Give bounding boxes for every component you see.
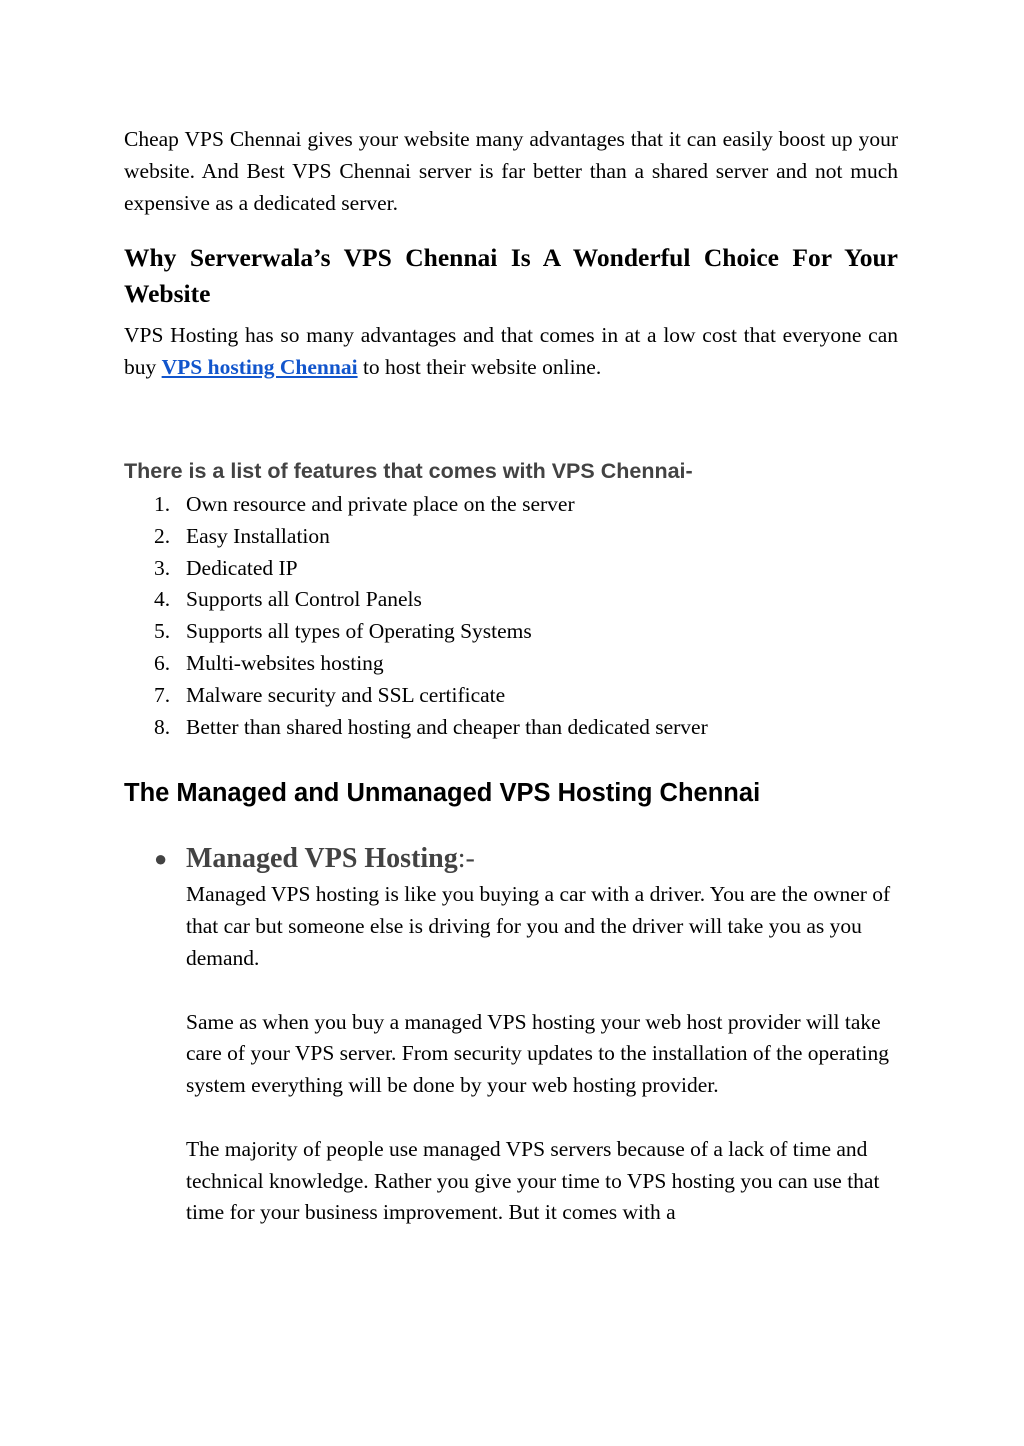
intro-paragraph: Cheap VPS Chennai gives your website many advantages that it can easily boost up your website. And Best VPS Chennai server is far better than a shared server and not much expensive as a dedicated server. xyxy=(124,127,898,215)
list-item xyxy=(124,616,898,648)
list-item xyxy=(124,489,898,521)
list-item-text: Malware security and SSL certificate xyxy=(186,682,506,707)
why-paragraph-end: to host their website online. xyxy=(357,355,602,380)
document-page xyxy=(124,124,898,1229)
list-number: 1. xyxy=(154,491,171,516)
list-number: 3. xyxy=(154,555,171,580)
list-item-text: Supports all Control Panels xyxy=(186,587,422,612)
managed-vps-bullet xyxy=(124,841,898,1229)
list-number: 6. xyxy=(154,650,171,675)
list-number: 8. xyxy=(154,714,171,739)
list-number: 2. xyxy=(154,523,171,548)
list-item xyxy=(124,584,898,616)
list-item xyxy=(124,680,898,712)
managed-vps-title-text: Managed VPS Hosting xyxy=(186,843,458,875)
list-number: 7. xyxy=(154,682,171,707)
managed-paragraph-1: Managed VPS hosting is like you buying a car with a driver. You are the owner of that car but someone else is driving for you and the driver will take you as you demand. xyxy=(186,882,891,970)
managed-paragraph-3: The majority of people use managed VPS servers because of a lack of time and technical knowledge. Rather you give your time to VPS hosting you can use that time for your business improvement. But it comes with a xyxy=(186,1136,880,1225)
why-heading: Why Serverwala’s VPS Chennai Is A Wonderful Choice For Your Website xyxy=(124,243,898,309)
list-item-text: Easy Installation xyxy=(186,523,330,548)
list-item xyxy=(124,712,898,744)
managed-unmanaged-heading: The Managed and Unmanaged VPS Hosting Chennai xyxy=(124,779,761,808)
list-item xyxy=(124,648,898,680)
list-item xyxy=(124,521,898,553)
list-item-text: Own resource and private place on the server xyxy=(186,491,575,516)
list-item xyxy=(124,553,898,585)
list-item-text: Dedicated IP xyxy=(186,555,298,580)
why-paragraph xyxy=(124,320,898,384)
list-number: 5. xyxy=(154,619,171,644)
managed-vps-title-suffix: :- xyxy=(457,843,475,875)
vps-hosting-chennai-link[interactable]: VPS hosting Chennai xyxy=(161,355,358,380)
managed-paragraph-2: Same as when you buy a managed VPS hosting your web host provider will take care of your VPS server. From security updates to the installation of the operating system everything will be done by your web hosting provider. xyxy=(186,1009,889,1098)
why-paragraph-start: VPS Hosting has so many advantages and that comes in at a low cost that everyone can buy xyxy=(124,323,898,380)
managed-vps-title xyxy=(186,841,898,877)
list-item-text: Supports all types of Operating Systems xyxy=(186,619,532,644)
features-heading: There is a list of features that comes with VPS Chennai- xyxy=(124,458,693,483)
list-item-text: Better than shared hosting and cheaper than dedicated server xyxy=(186,714,708,739)
features-list xyxy=(124,489,898,743)
bullet-icon: ● xyxy=(154,846,168,872)
list-number: 4. xyxy=(154,587,171,612)
list-item-text: Multi-websites hosting xyxy=(186,650,384,675)
